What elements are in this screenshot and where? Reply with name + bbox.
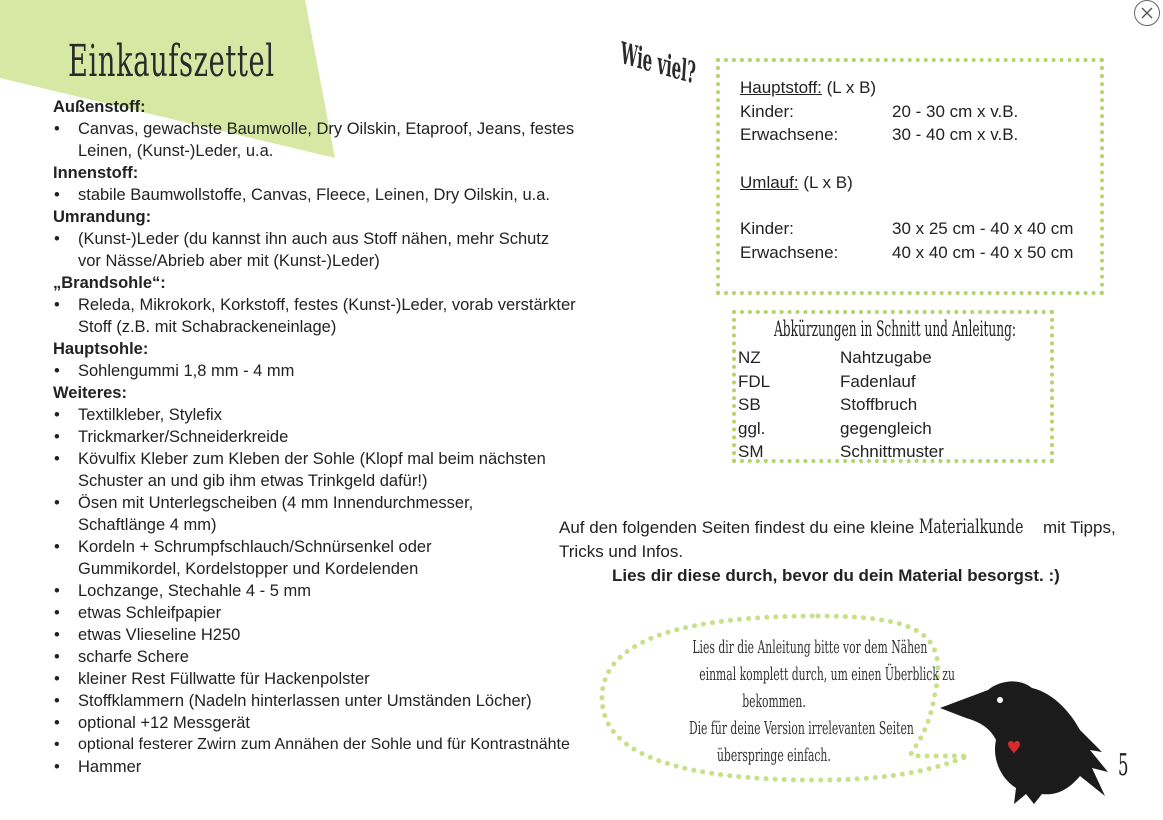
abbreviation-row — [736, 393, 1050, 417]
row-value: 30 - 40 cm x v.B. — [892, 125, 1019, 144]
list-item: • scharfe Schere — [53, 646, 613, 668]
bubble-line: bekommen. — [742, 691, 806, 712]
abbreviation-meaning: Schnittmuster — [840, 442, 944, 461]
list-item: • Ösen mit Unterlegscheiben (4 mm Innendurchmesser, Schaftlänge 4 mm) — [53, 492, 613, 536]
materialkunde-word: Materialkunde — [919, 514, 1024, 538]
row-label: Kinder: — [740, 219, 794, 238]
bubble-line: einmal komplett durch, um einen Überblick zu — [699, 664, 955, 685]
abbreviation-meaning: Fadenlauf — [840, 371, 916, 391]
section-heading: Hauptsohle: — [53, 340, 149, 358]
row-label: Erwachsene: — [740, 242, 839, 262]
list-item: • Textilkleber, Stylefix — [53, 404, 613, 426]
section-heading: Außenstoff: — [53, 98, 146, 116]
list-item: • optional festerer Zwirn zum Annähen der Sohle und für Kontrastnähte — [53, 734, 613, 756]
abbreviation: SM — [738, 442, 764, 461]
list-item: • Hammer — [53, 756, 613, 778]
abbreviation: FDL — [738, 371, 771, 391]
umlauf-label: Umlauf: — [740, 172, 799, 192]
list-item: • (Kunst-)Leder (du kannst ihn auch aus Stoff nähen, mehr Schutz vor Nässe/Abrieb aber mit (Kunst-)Leder) — [53, 228, 613, 272]
quantity-row — [740, 100, 1100, 124]
quantity-box — [716, 58, 1104, 295]
umlauf-dimension: (L x B) — [803, 172, 853, 192]
abbreviation-row — [736, 417, 1050, 441]
list-item: • Sohlengummi 1,8 mm - 4 mm — [53, 360, 613, 382]
abbreviation-row — [736, 346, 1050, 370]
list-item: • etwas Vlieseline H250 — [53, 624, 613, 646]
section-heading: Umrandung: — [53, 208, 152, 226]
hauptstoff-dimension: (L x B) — [826, 78, 877, 97]
bubble-line: Lies dir die Anleitung bitte vor dem Nähen — [692, 637, 928, 658]
list-item: • Releda, Mikrokork, Korkstoff, festes (Kunst-)Leder, vorab verstärkter Stoff (z.B. mit Schabrackeneinlage) — [53, 294, 613, 338]
list-item: • Kordeln + Schrumpfschlauch/Schnürsenkel oder Gummikordel, Kordelstopper und Kordelenden — [53, 536, 613, 580]
bubble-line: überspringe einfach. — [717, 745, 831, 766]
materialkunde-text-end: mit Tipps, Tricks und Infos. — [559, 518, 1116, 561]
row-label: Erwachsene: — [740, 125, 839, 144]
close-icon — [1140, 6, 1154, 20]
quantity-row — [740, 241, 1100, 265]
abbreviation: SB — [738, 395, 761, 414]
list-item: • Trickmarker/Schneiderkreide — [53, 426, 613, 448]
abbreviation-meaning: Stoffbruch — [840, 395, 918, 414]
abbreviation-row — [736, 370, 1050, 394]
abbreviations-box — [732, 310, 1054, 463]
shopping-list — [53, 96, 613, 778]
list-item: • kleiner Rest Füllwatte für Hackenpolster — [53, 668, 613, 690]
abbreviation-meaning: gegengleich — [840, 418, 932, 438]
list-item: • Kövulfix Kleber zum Kleben der Sohle (Klopf mal beim nächsten Schuster an und gib ihm etwas Trinkgeld dafür!) — [53, 448, 613, 492]
row-value: 40 x 40 cm - 40 x 50 cm — [892, 242, 1074, 262]
page-title: Einkaufszettel — [68, 36, 275, 87]
abbreviations-title: Abkürzungen in Schnitt und Anleitung: — [774, 317, 1016, 341]
close-button[interactable] — [1134, 0, 1160, 26]
abbreviation-row — [736, 440, 1050, 464]
abbreviation: ggl. — [738, 418, 766, 438]
row-value: 20 - 30 cm x v.B. — [892, 101, 1019, 121]
list-item: • Stoffklammern (Nadeln hinterlassen unter Umständen Löcher) — [53, 690, 613, 712]
row-label: Kinder: — [740, 101, 794, 121]
quantity-row — [740, 123, 1100, 147]
list-item: • Lochzange, Stechahle 4 - 5 mm — [53, 580, 613, 602]
bubble-line: Die für deine Version irrelevanten Seiten — [688, 718, 914, 739]
section-heading: „Brandsohle“: — [53, 274, 166, 292]
wie-viel-heading: Wie viel? — [619, 36, 697, 92]
bubble-text — [614, 634, 955, 769]
list-item: • stabile Baumwollstoffe, Canvas, Fleece, Leinen, Dry Oilskin, u.a. — [53, 184, 613, 206]
list-item: • optional +12 Messgerät — [53, 712, 613, 734]
abbreviation: NZ — [738, 348, 761, 367]
section-heading: Innenstoff: — [53, 164, 139, 182]
materialkunde-note — [559, 514, 1119, 588]
list-item: • etwas Schleifpapier — [53, 602, 613, 624]
crow-illustration — [930, 668, 1120, 808]
list-item: • Canvas, gewachste Baumwolle, Dry Oilskin, Etaproof, Jeans, festes Leinen, (Kunst-)Leder, u.a. — [53, 118, 613, 162]
materialkunde-bold-note: Lies dir diese durch, bevor du dein Material besorgst. :) — [612, 566, 1060, 585]
materialkunde-text-start: Auf den folgenden Seiten findest du eine kleine — [559, 518, 915, 537]
section-heading: Weiteres: — [53, 384, 127, 402]
hauptstoff-label: Hauptstoff: — [740, 78, 822, 97]
page-number: 5 — [1118, 748, 1129, 783]
quantity-row — [740, 217, 1100, 241]
row-value: 30 x 25 cm - 40 x 40 cm — [892, 219, 1074, 238]
abbreviation-meaning: Nahtzugabe — [840, 348, 932, 367]
